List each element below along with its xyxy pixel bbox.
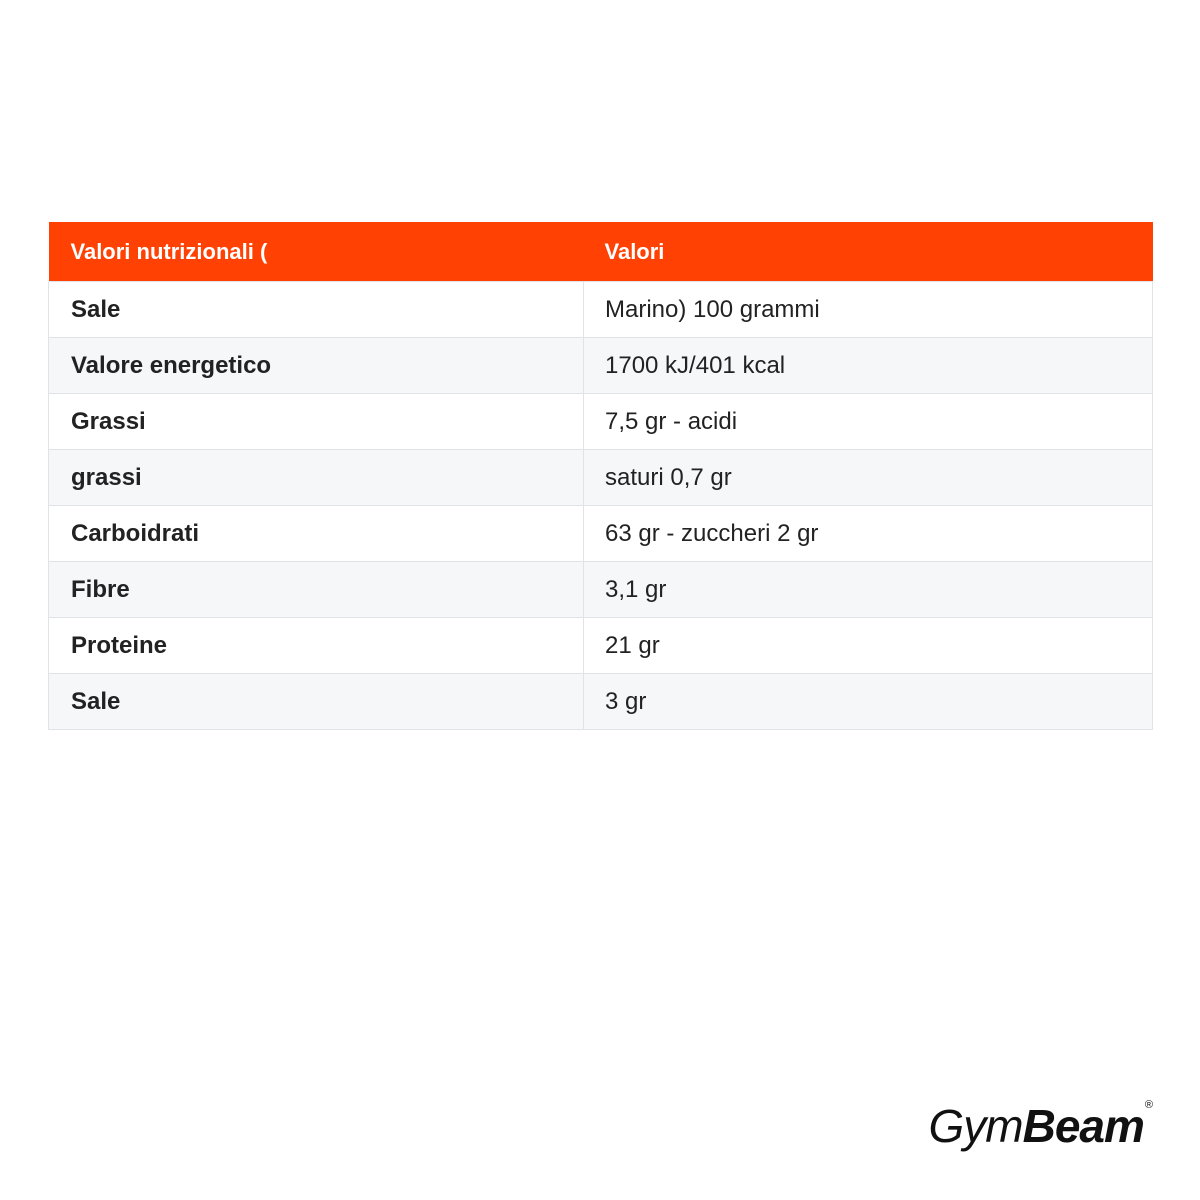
nutrient-value: saturi 0,7 gr: [584, 450, 1153, 506]
brand-logo: [928, 1098, 1152, 1158]
table-row: [49, 618, 1153, 674]
header-value: Valori: [584, 222, 1153, 282]
nutrient-name: grassi: [49, 450, 584, 506]
nutrient-value: 63 gr - zuccheri 2 gr: [584, 506, 1153, 562]
table-header: [49, 222, 1153, 282]
nutrient-name: Proteine: [49, 618, 584, 674]
header-nutrient: Valori nutrizionali (: [49, 222, 584, 282]
nutrient-value: 3 gr: [584, 674, 1153, 730]
nutrient-value: Marino) 100 grammi: [584, 282, 1153, 338]
nutrient-value: 3,1 gr: [584, 562, 1153, 618]
nutrient-name: Sale: [49, 674, 584, 730]
table-body: [49, 282, 1153, 730]
table-row: [49, 282, 1153, 338]
table-row: [49, 674, 1153, 730]
table-row: [49, 394, 1153, 450]
table-row: [49, 562, 1153, 618]
table-row: [49, 338, 1153, 394]
nutrient-name: Grassi: [49, 394, 584, 450]
nutrient-name: Carboidrati: [49, 506, 584, 562]
nutrient-name: Valore energetico: [49, 338, 584, 394]
nutrient-value: 21 gr: [584, 618, 1153, 674]
table-header-row: [49, 222, 1153, 282]
table-row: [49, 450, 1153, 506]
brand-logo-beam: Beam: [1022, 1100, 1144, 1152]
table-row: [49, 506, 1153, 562]
nutrient-value: 7,5 gr - acidi: [584, 394, 1153, 450]
registered-mark: ®: [1144, 1099, 1152, 1111]
brand-logo-gym: Gym: [928, 1100, 1023, 1152]
nutrition-table: [48, 222, 1153, 730]
nutrient-name: Sale: [49, 282, 584, 338]
nutrient-value: 1700 kJ/401 kcal: [584, 338, 1153, 394]
nutrient-name: Fibre: [49, 562, 584, 618]
